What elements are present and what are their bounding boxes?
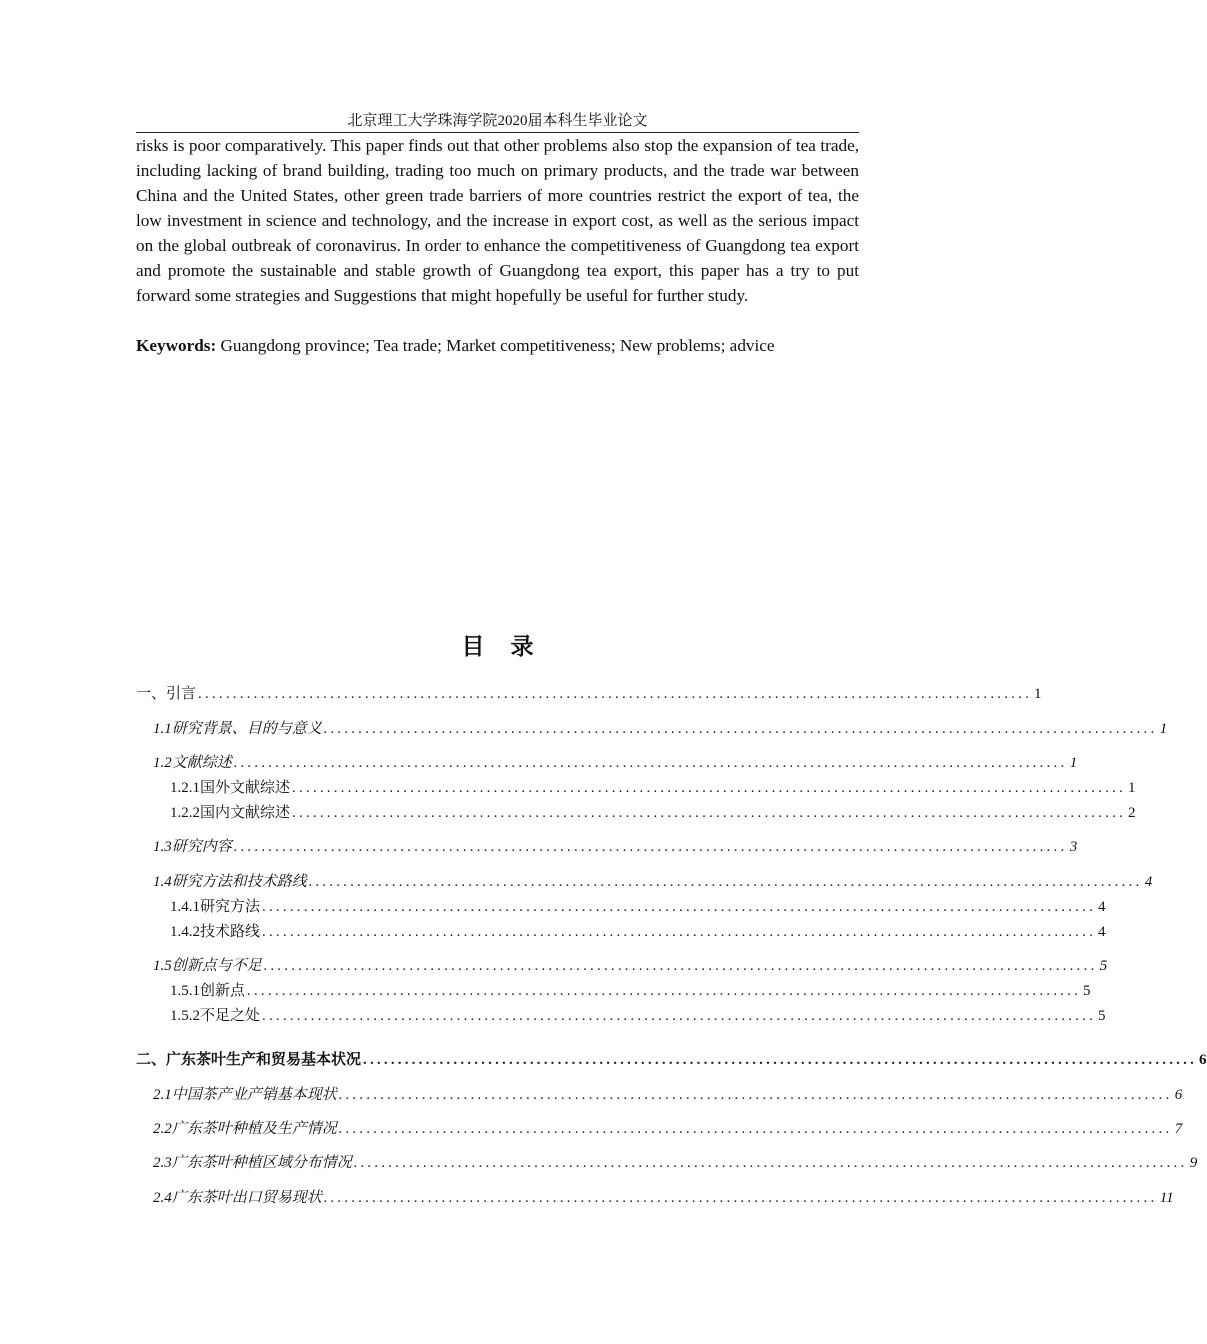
toc-leader: ........................................................................................................................ — [292, 805, 1127, 821]
toc-leader: ........................................................................................................................ — [338, 1121, 1173, 1137]
toc-entry[interactable]: 1.2文献综述 ........................................................................................................................ 1 — [153, 755, 1078, 771]
toc-leader: ........................................................................................................................ — [323, 1190, 1158, 1206]
toc-entry[interactable]: 1.3研究内容 ........................................................................................................................ 3 — [153, 839, 1078, 855]
toc-entry[interactable]: 1.4.1研究方法 ........................................................................................................................ 4 — [170, 899, 1106, 915]
toc-entry[interactable]: 2.1中国茶产业产销基本现状 ........................................................................................................................ 6 — [153, 1087, 1183, 1103]
toc-leader: ........................................................................................................................ — [247, 983, 1082, 999]
toc-entry[interactable]: 1.1研究背景、目的与意义 ........................................................................................................................ 1 — [153, 721, 1168, 737]
toc-leader: ........................................................................................................................ — [338, 1087, 1173, 1103]
keywords-label: Keywords: — [136, 336, 217, 355]
toc-leader: ........................................................................................................................ — [262, 899, 1097, 915]
toc-leader: ........................................................................................................................ — [262, 924, 1097, 940]
toc-title: 目录 — [461, 634, 560, 659]
toc-entry[interactable]: 1.4研究方法和技术路线 ........................................................................................................................ 4 — [153, 874, 1153, 890]
toc-leader: ........................................................................................................................ — [263, 958, 1098, 974]
toc-entry[interactable]: 1.4.2技术路线 ........................................................................................................................ 4 — [170, 924, 1106, 940]
toc-leader: ........................................................................................................................ — [363, 1052, 1198, 1068]
toc-leader: ........................................................................................................................ — [233, 839, 1068, 855]
toc-entry[interactable]: 2.4广东茶叶出口贸易现状 ........................................................................................................................ 11 — [153, 1190, 1174, 1206]
toc-leader: ........................................................................................................................ — [262, 1008, 1097, 1024]
toc-leader: ........................................................................................................................ — [198, 686, 1033, 702]
toc-entry[interactable]: 1.5创新点与不足 ........................................................................................................................ 5 — [153, 958, 1108, 974]
toc-leader: ........................................................................................................................ — [323, 721, 1158, 737]
toc-entry[interactable]: 1.5.1创新点 ........................................................................................................................ 5 — [170, 983, 1091, 999]
toc-entry[interactable]: 2.2广东茶叶种植及生产情况 ........................................................................................................................ 7 — [153, 1121, 1183, 1137]
keywords-line — [136, 333, 876, 358]
toc-leader: ........................................................................................................................ — [308, 874, 1143, 890]
toc-entry[interactable]: 一、引言 ........................................................................................................................ 1 — [136, 686, 1042, 702]
abstract-paragraph: risks is poor comparatively. This paper finds out that other problems also stop the expansion of tea trade, including lacking of brand building, trading too much on primary products, and the trade war between China and the United States, other green trade barriers of more countries restrict the export of tea, the low investment in science and technology, and the increase in export cost, as well as the serious impact on the global outbreak of coronavirus. In order to enhance the competitiveness of Guangdong tea export and promote the sustainable and stable growth of Guangdong tea export, this paper has a try to put forward some strategies and Suggestions that might hopefully be useful for further study. — [136, 136, 859, 305]
toc-leader: ........................................................................................................................ — [353, 1155, 1188, 1171]
toc-entry[interactable]: 1.2.1国外文献综述 ........................................................................................................................ 1 — [170, 780, 1136, 796]
toc-entry[interactable]: 1.5.2不足之处 ........................................................................................................................ 5 — [170, 1008, 1106, 1024]
toc-leader: ........................................................................................................................ — [292, 780, 1127, 796]
keywords-text: Guangdong province; Tea trade; Market competitiveness; New problems; advice — [220, 336, 775, 355]
page-header: 北京理工大学珠海学院2020届本科生毕业论文 — [136, 111, 859, 133]
toc-entry[interactable]: 1.2.2国内文献综述 ........................................................................................................................ 2 — [170, 805, 1136, 821]
toc-entry[interactable]: 二、广东茶叶生产和贸易基本状况 ........................................................................................................................ 6 — [136, 1052, 1207, 1068]
toc-leader: ........................................................................................................................ — [233, 755, 1068, 771]
toc-entry[interactable]: 2.3广东茶叶种植区域分布情况 ........................................................................................................................ 9 — [153, 1155, 1198, 1171]
